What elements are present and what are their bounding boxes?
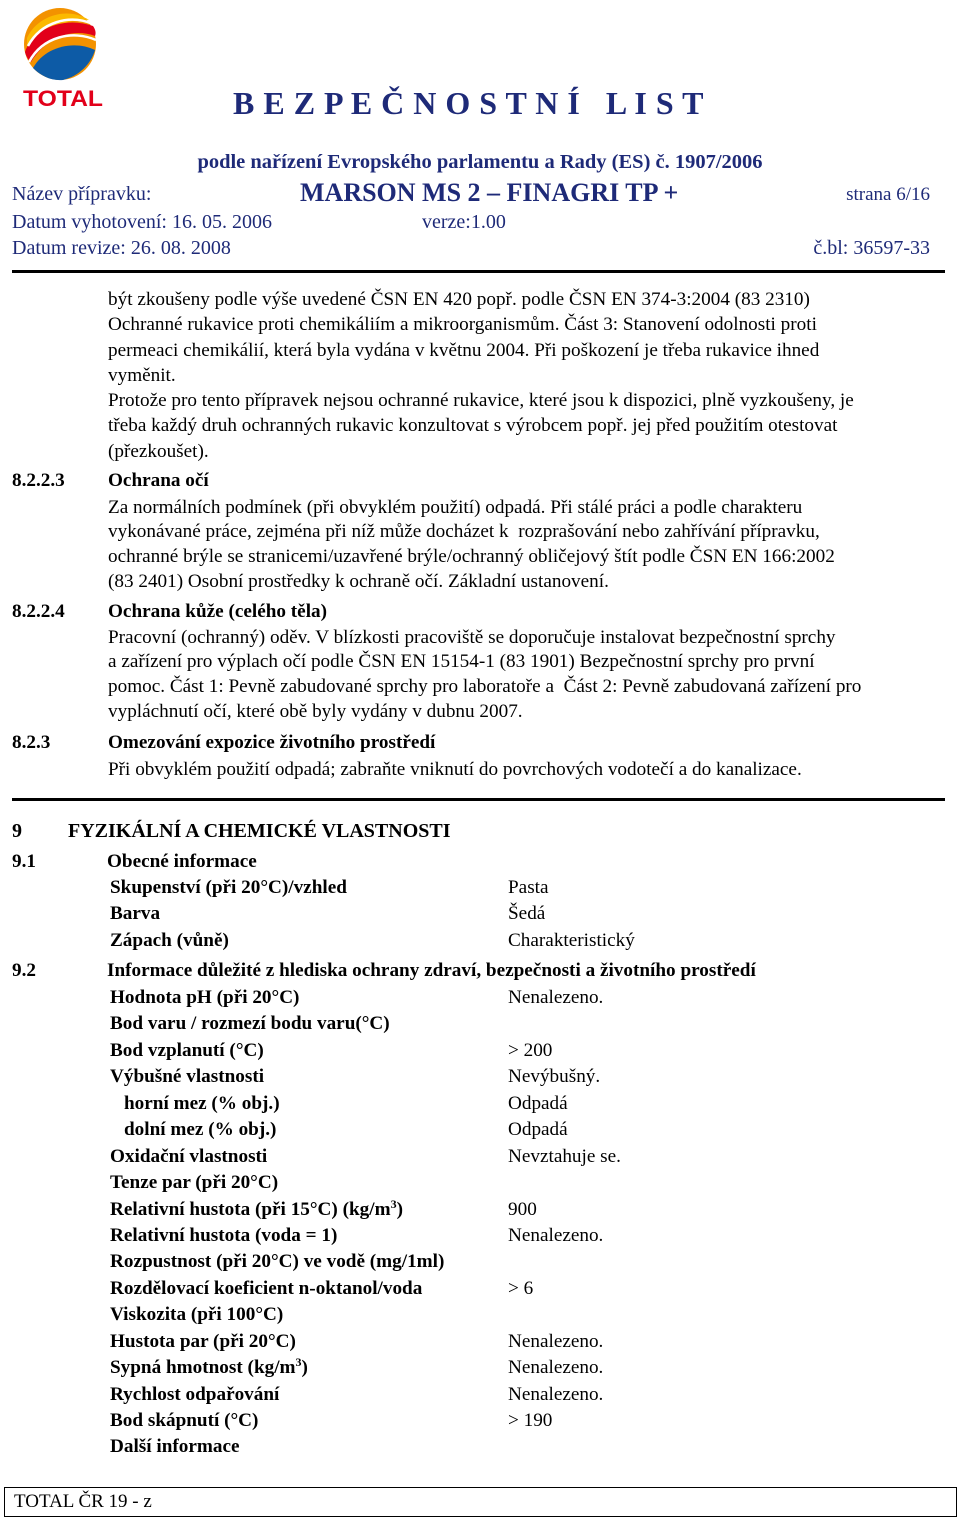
property-value: Nenalezeno. — [508, 1357, 604, 1379]
section-title: Omezování expozice životního prostředí — [108, 732, 436, 753]
environment-exposure-text — [108, 757, 802, 782]
property-label — [110, 928, 229, 954]
property-row — [110, 1382, 950, 1408]
text-line: Při obvyklém použití odpadá; zabraňte vniknutí do povrchových vodotečí a do kanalizace. — [108, 758, 802, 780]
property-row — [110, 1038, 950, 1064]
property-label-text: Rozpustnost (při 20°C) ve vodě (mg/1ml) — [110, 1251, 445, 1273]
revision-date: Datum revize: 26. 08. 2008 — [12, 237, 231, 259]
property-label — [110, 1038, 264, 1064]
property-label — [110, 1011, 390, 1037]
property-label-text: Hustota par (při 20°C) — [110, 1330, 296, 1352]
section-number: 8.2.2.4 — [12, 601, 65, 622]
section-number: 8.2.2.3 — [12, 470, 65, 491]
property-row — [110, 1355, 950, 1381]
unit-superscript: 3 — [295, 1355, 302, 1370]
property-label-text: Tenze par (při 20°C) — [110, 1172, 279, 1194]
text-line: (83 2401) Osobní prostředky k ochraně očí. Základní ustanovení. — [108, 570, 609, 592]
text-line: Ochranné rukavice proti chemikáliím a mikroorganismům. Část 3: Stanovení odolnosti proti — [108, 314, 817, 336]
property-label-text: Výbušné vlastnosti — [110, 1066, 265, 1088]
property-label — [110, 1197, 403, 1223]
property-label — [110, 1064, 264, 1090]
subsection-heading-environment — [0, 730, 960, 756]
property-value: Nenalezeno. — [508, 1330, 604, 1352]
property-label — [110, 1408, 258, 1434]
section-title: FYZIKÁLNÍ A CHEMICKÉ VLASTNOSTI — [68, 820, 451, 842]
property-value: Odpadá — [508, 1092, 568, 1114]
property-row — [110, 1064, 950, 1090]
property-label — [110, 1276, 422, 1302]
property-label-text: Relativní hustota (voda = 1) — [110, 1224, 338, 1246]
section-title: Ochrana kůže (celého těla) — [108, 601, 328, 622]
property-value: > 6 — [508, 1277, 534, 1299]
text-line: (přezkoušet). — [108, 440, 209, 462]
property-label — [110, 901, 160, 927]
property-row — [110, 928, 950, 954]
product-name-label: Název přípravku: — [12, 183, 152, 205]
property-label-end: ) — [301, 1357, 308, 1379]
property-label-text: Skupenství (při 20°C)/vzhled — [110, 877, 347, 898]
section-title: Informace důležité z hlediska ochrany zdraví, bezpečnosti a životního prostředí — [107, 960, 756, 981]
eye-protection-text — [108, 496, 835, 595]
property-value: Nenalezeno. — [508, 1224, 604, 1246]
property-label-text: Relativní hustota (při 15°C) (kg/m — [110, 1198, 391, 1220]
general-properties-table — [110, 875, 950, 954]
property-row — [110, 1302, 950, 1328]
property-row — [110, 1223, 950, 1249]
section-number: 9.1 — [12, 851, 36, 872]
property-row — [110, 1144, 950, 1170]
property-label-text: dolní mez (% obj.) — [124, 1119, 277, 1141]
property-row — [110, 875, 950, 901]
property-row — [110, 1434, 950, 1460]
property-label — [124, 1091, 280, 1117]
property-value: > 190 — [508, 1410, 553, 1431]
property-value: Nevztahuje se. — [508, 1145, 621, 1167]
property-label — [110, 1382, 279, 1408]
text-line: pomoc. Část 1: Pevně zabudované sprchy pro laboratoře a Část 2: Pevně zabudovaná zařízení pro — [108, 675, 862, 697]
gloves-continuation-text — [108, 287, 854, 464]
section-title: Ochrana očí — [108, 470, 209, 491]
property-value: Nenalezeno. — [508, 987, 604, 1008]
text-line: Protože pro tento přípravek nejsou ochranné rukavice, které jsou k dispozici, plně vyzkoušeny, je — [108, 390, 854, 412]
text-line: třeba každý druh ochranných rukavic konzultovat s výrobcem popř. jej před použitím otestovat — [108, 415, 838, 437]
property-label-end: ) — [396, 1198, 403, 1220]
subsection-heading-health-safety — [0, 958, 960, 984]
property-label-text: Rychlost odpařování — [110, 1383, 280, 1405]
logo-wordmark: TOTAL — [23, 86, 103, 111]
property-row — [110, 1249, 950, 1275]
property-label — [110, 1355, 308, 1381]
text-line: vyměnit. — [108, 364, 176, 386]
footer-box — [4, 1487, 957, 1517]
text-line: Pracovní (ochranný) oděv. V blízkosti pracoviště se doporučuje instalovat bezpečnostní sprchy — [108, 626, 836, 648]
section-title: Obecné informace — [107, 851, 257, 872]
property-row — [110, 985, 950, 1011]
property-value: Pasta — [508, 877, 549, 898]
property-value: Odpadá — [508, 1119, 568, 1141]
subsection-heading-eye-protection — [0, 468, 960, 494]
property-value: 900 — [508, 1198, 537, 1220]
version: verze:1.00 — [422, 211, 506, 233]
property-row — [110, 1276, 950, 1302]
health-safety-properties-table — [110, 985, 950, 1461]
property-value: Charakteristický — [508, 929, 635, 951]
property-label — [110, 1170, 278, 1196]
sheet-number: č.bl: 36597-33 — [813, 237, 930, 259]
header-divider — [12, 270, 945, 273]
property-label — [110, 875, 347, 901]
property-row — [110, 1170, 950, 1196]
property-label — [110, 1302, 283, 1328]
property-label — [110, 1249, 444, 1275]
property-label-text: Bod vzplanutí (°C) — [110, 1039, 264, 1061]
property-row — [110, 901, 950, 927]
property-label-text: Další informace — [110, 1436, 240, 1458]
property-label — [124, 1117, 276, 1143]
section-number: 9.2 — [12, 960, 36, 981]
text-line: permeaci chemikálií, která byla vydána v květnu 2004. Při poškození je třeba rukavice ihned — [108, 339, 820, 361]
property-label-text: Oxidační vlastnosti — [110, 1145, 268, 1167]
property-label-text: Viskozita (při 100°C) — [110, 1304, 284, 1326]
subsection-heading-general — [0, 849, 960, 875]
text-line: vykonávané práce, zejména při níž může docházet k rozprašování nebo zahřívání přípravku, — [108, 521, 820, 543]
text-line: vypláchnutí očí, které obě byly vydány v dubnu 2007. — [108, 700, 523, 722]
property-label-text: Rozdělovací koeficient n-oktanol/voda — [110, 1277, 423, 1299]
section-number: 9 — [12, 820, 22, 842]
property-label — [110, 985, 299, 1011]
property-row — [110, 1011, 950, 1037]
property-label-text: Sypná hmotnost (kg/m — [110, 1357, 296, 1379]
property-row — [110, 1329, 950, 1355]
section-divider — [12, 798, 945, 801]
property-row — [110, 1197, 950, 1223]
section-heading-physical-chemical — [0, 818, 960, 844]
text-line: ochranné brýle se stranicemi/uzavřené brýle/ochranný obličejový štít podle ČSN EN 166:2002 — [108, 545, 835, 567]
document-title: B E Z P E Č N O S T N Í L I S T — [233, 85, 704, 121]
text-line: být zkoušeny podle výše uvedené ČSN EN 420 popř. podle ČSN EN 374-3:2004 (83 2310) — [108, 289, 810, 310]
issue-date: Datum vyhotovení: 16. 05. 2006 — [12, 211, 272, 233]
property-subrow — [110, 1117, 950, 1143]
page-number: strana 6/16 — [846, 184, 930, 205]
property-row — [110, 1408, 950, 1434]
unit-superscript: 3 — [390, 1196, 397, 1211]
product-name: MARSON MS 2 – FINAGRI TP + — [300, 178, 679, 207]
subsection-heading-skin-protection — [0, 599, 960, 625]
property-label-text: Zápach (vůně) — [110, 929, 229, 951]
property-label-text: Bod skápnutí (°C) — [110, 1410, 259, 1431]
text-line: a zařízení pro výplach očí podle ČSN EN 15154-1 (83 1901) Bezpečnostní sprchy pro první — [108, 651, 815, 673]
property-label-text: Hodnota pH (při 20°C) — [110, 987, 300, 1008]
property-label-text: Barva — [110, 903, 161, 925]
regulation-subtitle: podle nařízení Evropského parlamentu a Rady (ES) č. 1907/2006 — [197, 151, 763, 173]
total-logo — [15, 2, 105, 112]
property-label-text: horní mez (% obj.) — [124, 1092, 280, 1114]
property-value: Nevýbušný. — [508, 1066, 601, 1088]
property-label — [110, 1329, 296, 1355]
property-label — [110, 1434, 240, 1460]
property-value: Nenalezeno. — [508, 1383, 604, 1405]
property-label — [110, 1144, 267, 1170]
property-value: Šedá — [508, 903, 546, 925]
footer-text: TOTAL ČR 19 - z — [14, 1491, 152, 1512]
skin-protection-text — [108, 626, 861, 725]
text-line: Za normálních podmínek (při obvyklém použití) odpadá. Při stálé práci a podle charakteru — [108, 496, 803, 518]
property-label — [110, 1223, 337, 1249]
property-label-text: Bod varu / rozmezí bodu varu(°C) — [110, 1013, 390, 1035]
section-number: 8.2.3 — [12, 732, 51, 753]
property-value: > 200 — [508, 1039, 553, 1061]
property-subrow — [110, 1091, 950, 1117]
